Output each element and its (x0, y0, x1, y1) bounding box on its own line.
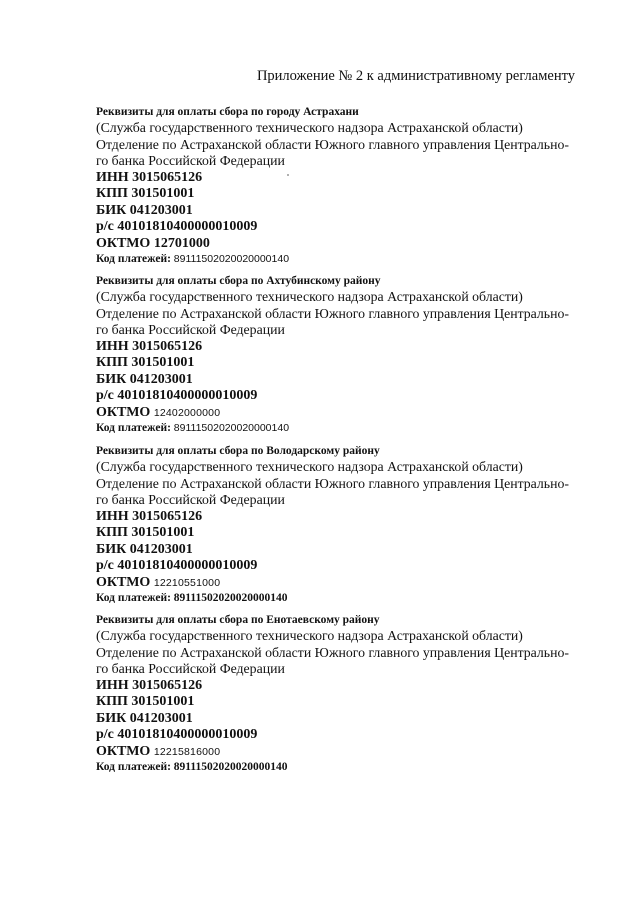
account-number: р/с 40101810400000010009 (96, 727, 258, 742)
service-line: (Служба государственного технического надзора Астраханской области) (96, 628, 523, 643)
account-number: р/с 40101810400000010009 (96, 558, 258, 573)
kpp: КПП 301501001 (96, 694, 195, 709)
bank-line-2: го банка Российской Федерации (96, 661, 285, 676)
oktmo-value: 12402000000 (153, 406, 221, 419)
bank-line-1: Отделение по Астраханской области Южного главного управления Центрально- (96, 644, 569, 660)
oktmo-value: 12215816000 (153, 745, 221, 758)
payment-code-label: Код платежей: (96, 761, 171, 773)
inn: ИНН 3015065126 (96, 338, 203, 354)
oktmo-label: ОКТМО (96, 743, 151, 759)
oktmo-value: 12210551000 (153, 576, 221, 589)
oktmo (96, 405, 586, 422)
oktmo-label: ОКТМО (96, 235, 151, 251)
section-akhtubinsky (96, 273, 586, 436)
bik: БИК 041203001 (96, 371, 193, 387)
oktmo-label: ОКТМО (96, 574, 151, 590)
oktmo-value: 12701000 (153, 235, 210, 251)
section-volodarsky (96, 443, 586, 606)
bank-line-1: Отделение по Астраханской области Южного главного управления Центрально- (96, 475, 569, 491)
page-header: Приложение № 2 к административному регламенту (256, 68, 575, 84)
section-astrakhan-city (96, 104, 586, 267)
payment-code (96, 760, 586, 775)
payment-code (96, 591, 586, 606)
service-line: (Служба государственного технического надзора Астраханской области) (96, 120, 523, 135)
payment-code (96, 421, 586, 436)
kpp: КПП 301501001 (96, 355, 195, 370)
section-title: Реквизиты для оплаты сбора по Ахтубинскому району (96, 275, 381, 287)
bik: БИК 041203001 (96, 202, 193, 218)
inn: ИНН 3015065126 (96, 677, 203, 693)
kpp: КПП 301501001 (96, 186, 195, 201)
section-enotaevsky (96, 612, 586, 775)
service-line: (Служба государственного технического надзора Астраханской области) (96, 459, 523, 474)
oktmo (96, 575, 586, 592)
inn: ИНН 3015065126 (96, 508, 203, 524)
payment-code-label: Код платежей: (96, 422, 171, 434)
oktmo (96, 236, 586, 253)
payment-code (96, 252, 586, 267)
account-number: р/с 40101810400000010009 (96, 219, 258, 234)
payment-code-value: 89111502020020000140 (173, 592, 288, 604)
oktmo (96, 744, 586, 761)
account-number: р/с 40101810400000010009 (96, 388, 258, 403)
bank-line-2: го банка Российской Федерации (96, 153, 285, 168)
section-title: Реквизиты для оплаты сбора по городу Астрахани (96, 106, 359, 118)
payment-code-value: 89111502020020000140 (173, 422, 290, 434)
section-title: Реквизиты для оплаты сбора по Володарскому району (96, 445, 380, 457)
bank-line-1: Отделение по Астраханской области Южного главного управления Центрально- (96, 305, 569, 321)
payment-code-value: 89111502020020000140 (173, 253, 290, 265)
bank-line-1: Отделение по Астраханской области Южного главного управления Центрально- (96, 136, 569, 152)
inn: ИНН 3015065126 (96, 169, 203, 185)
section-title: Реквизиты для оплаты сбора по Енотаевскому району (96, 614, 380, 626)
service-line: (Служба государственного технического надзора Астраханской области) (96, 289, 523, 304)
payment-code-label: Код платежей: (96, 592, 171, 604)
bank-line-2: го банка Российской Федерации (96, 492, 285, 507)
scan-speck (287, 174, 289, 176)
bik: БИК 041203001 (96, 710, 193, 726)
bank-line-2: го банка Российской Федерации (96, 322, 285, 337)
bik: БИК 041203001 (96, 541, 193, 557)
payment-code-label: Код платежей: (96, 253, 171, 265)
oktmo-label: ОКТМО (96, 404, 151, 420)
payment-code-value: 89111502020020000140 (173, 761, 288, 773)
kpp: КПП 301501001 (96, 525, 195, 540)
